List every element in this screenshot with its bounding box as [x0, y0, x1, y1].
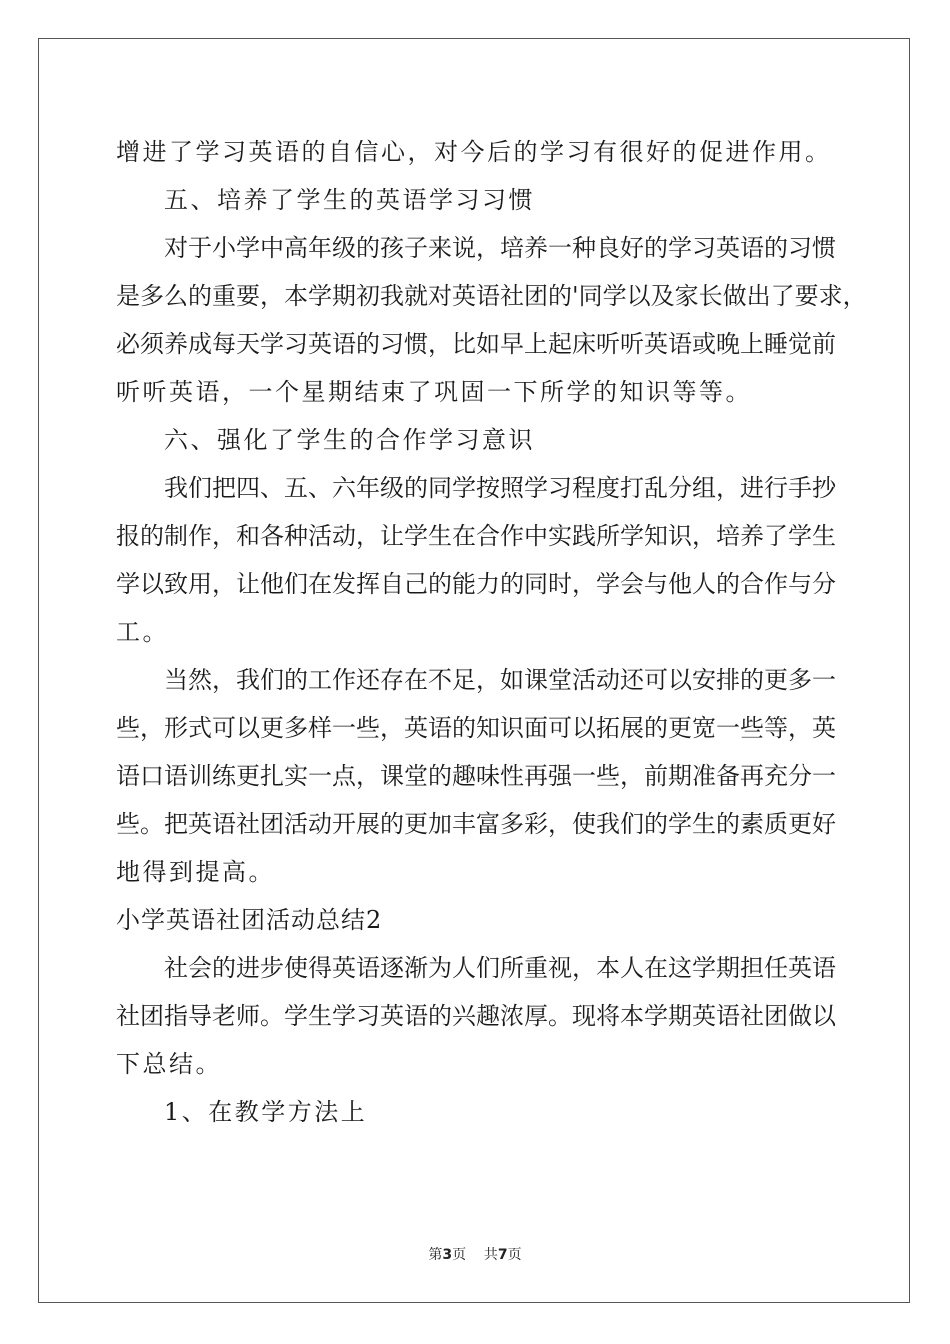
total-prefix: 共	[483, 1247, 498, 1263]
page-prefix: 第	[428, 1247, 443, 1263]
text-line: 工。	[116, 618, 169, 646]
text-line: 对于小学中高年级的孩子来说，培养一种良好的学习英语的习惯	[164, 234, 836, 262]
document-body	[116, 128, 867, 1136]
text-line: 下总结。	[116, 1050, 222, 1078]
text-line: 报的制作，和各种活动，让学生在合作中实践所学知识，培养了学生	[116, 522, 836, 550]
text-line: 是多么的重要，本学期初我就对英语社团的'同学以及家长做出了要求，	[116, 282, 867, 310]
total-pages: 7	[497, 1247, 508, 1263]
page-number: 3	[442, 1247, 453, 1263]
text-line: 我们把四、五、六年级的同学按照学习程度打乱分组，进行手抄	[164, 474, 836, 502]
text-line: 学以致用，让他们在发挥自己的能力的同时，学会与他人的合作与分	[116, 570, 836, 598]
text-line: 地得到提高。	[116, 858, 275, 886]
text-line: 些，形式可以更多样一些，英语的知识面可以拓展的更宽一些等，英	[116, 714, 836, 742]
section-heading: 1、在教学方法上	[164, 1098, 368, 1126]
text-line: 增进了学习英语的自信心，对今后的学习有很好的促进作用。	[116, 138, 832, 166]
page-suffix: 页	[452, 1247, 467, 1263]
text-line: 必须养成每天学习英语的习惯，比如早上起床听听英语或晚上睡觉前	[116, 330, 836, 358]
total-suffix: 页	[507, 1247, 522, 1263]
section-heading: 六、强化了学生的合作学习意识	[164, 426, 535, 454]
text-line: 社团指导老师。学生学习英语的兴趣浓厚。现将本学期英语社团做以	[116, 1002, 836, 1030]
document-subtitle: 小学英语社团活动总结2	[116, 906, 383, 934]
text-line: 语口语训练更扎实一点，课堂的趣味性再强一些，前期准备再充分一	[116, 762, 836, 790]
section-heading: 五、培养了学生的英语学习习惯	[164, 186, 535, 214]
text-line: 听听英语，一个星期结束了巩固一下所学的知识等等。	[116, 378, 752, 406]
text-line: 社会的进步使得英语逐渐为人们所重视，本人在这学期担任英语	[164, 954, 836, 982]
page-footer	[0, 1244, 950, 1264]
text-line: 当然，我们的工作还存在不足，如课堂活动还可以安排的更多一	[164, 666, 836, 694]
text-line: 些。把英语社团活动开展的更加丰富多彩，使我们的学生的素质更好	[116, 810, 836, 838]
